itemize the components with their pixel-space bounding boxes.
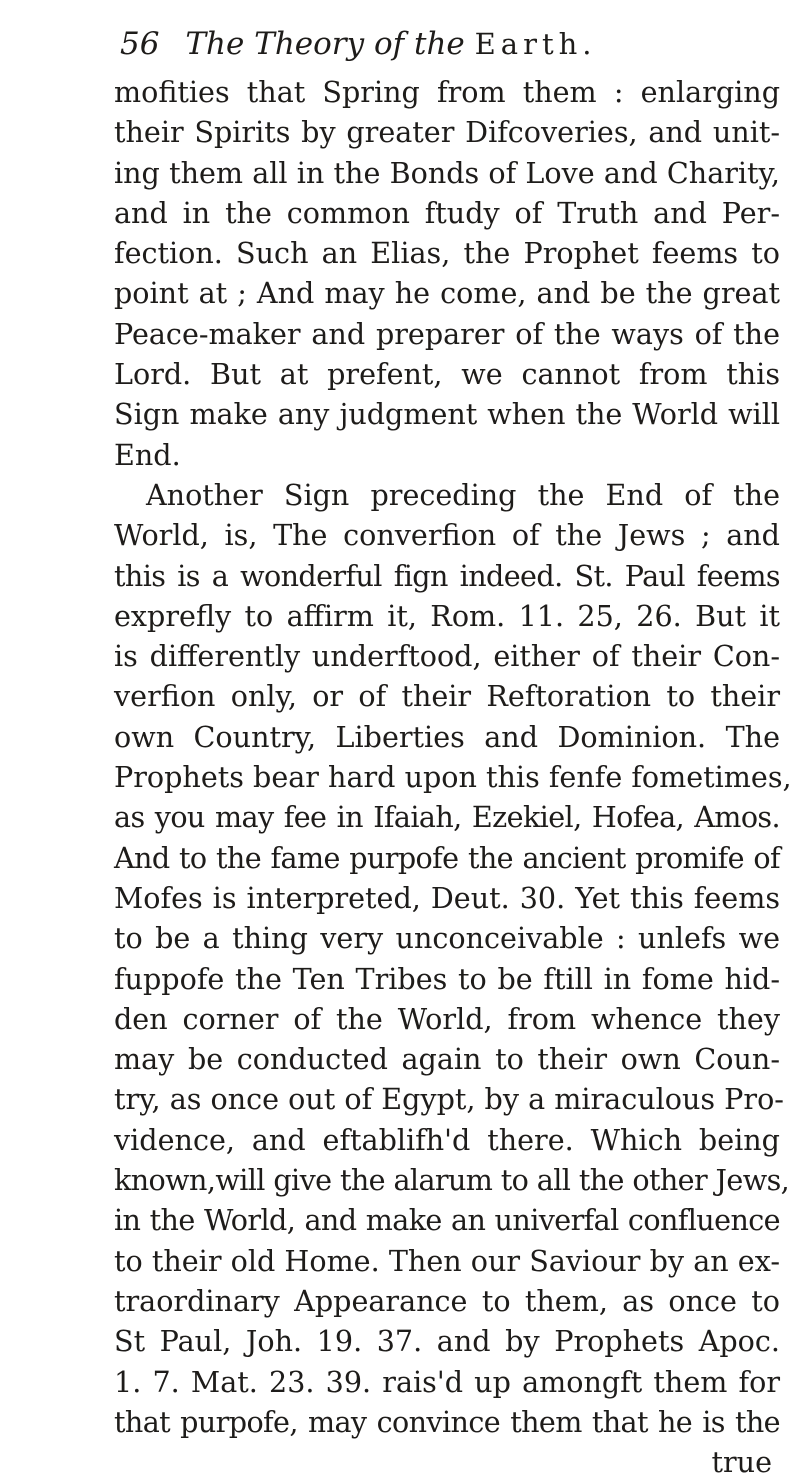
text-line: fection. Such an Elias, the Prophet feems to: [114, 236, 780, 271]
text-line: verfion only, or of their Reftoration to their: [114, 679, 780, 714]
text-line: den corner of the World, from whence they: [114, 1001, 780, 1036]
text-line: try, as once out of Egypt, by a miraculous Pro-: [114, 1082, 784, 1117]
text-line: World, is, The converfion of the Jews ; and: [114, 518, 780, 553]
text-line: point at ; And may he come, and be the great: [114, 276, 780, 311]
text-line: this is a wonderful fign indeed. St. Paul feems: [114, 558, 780, 593]
text-line: Mofes is interpreted, Deut. 30. Yet this feems: [114, 880, 780, 915]
paragraph-end-line: End.: [114, 437, 181, 472]
text-line: Prophets bear hard upon this fenfe fometimes,: [114, 760, 792, 795]
text-line: ing them all in the Bonds of Love and Charity,: [114, 155, 780, 190]
text-line: and in the common ftudy of Truth and Per-: [114, 195, 780, 230]
text-line: 1. 7. Mat. 23. 39. rais'd up amongft them for: [114, 1364, 780, 1399]
running-title: The Theory of the: [185, 26, 465, 62]
text-line: to be a thing very unconceivable : unlefs we: [114, 921, 780, 956]
text-line: own Country, Liberties and Dominion. The: [114, 719, 780, 754]
text-line: their Spirits by greater Difcoveries, and unit-: [114, 115, 780, 150]
text-line: known,will give the alarum to all the other Jews,: [114, 1163, 790, 1198]
text-line: may be conducted again to their own Coun-: [114, 1042, 780, 1077]
running-title-end: Earth.: [474, 27, 597, 61]
text-line: as you may fee in Ifaiah, Ezekiel, Hofea, Amos.: [114, 800, 780, 835]
text-line: And to the fame purpofe the ancient promife of: [114, 840, 780, 875]
text-line: Sign make any judgment when the World will: [114, 397, 780, 432]
text-line: mofities that Spring from them : enlarging: [114, 75, 780, 109]
catchword: true: [711, 1445, 772, 1480]
text-line: vidence, and eftablifh'd there. Which being: [114, 1122, 780, 1157]
text-line: to their old Home. Then our Saviour by an ex-: [114, 1243, 780, 1278]
text-line: traordinary Appearance to them, as once to: [114, 1283, 780, 1318]
text-line: St Paul, Joh. 19. 37. and by Prophets Apoc.: [114, 1324, 780, 1359]
paragraph-start-line: Another Sign preceding the End of the: [146, 477, 780, 512]
text-line: is differently underftood, either of their Con-: [114, 639, 780, 674]
text-line: that purpofe, may convince them that he is the: [114, 1404, 780, 1439]
text-line: Peace-maker and preparer of the ways of the: [114, 316, 780, 351]
text-line: Lord. But at prefent, we cannot from this: [114, 357, 780, 392]
text-line: in the World, and make an univerfal confluence: [114, 1203, 780, 1238]
text-line: fuppofe the Ten Tribes to be ftill in fome hid-: [114, 961, 780, 996]
body-text: [114, 72, 792, 1482]
page-number: 56: [120, 26, 160, 62]
text-line: exprefly to affirm it, Rom. 11. 25, 26. But it: [114, 598, 780, 633]
running-head: [120, 18, 780, 70]
